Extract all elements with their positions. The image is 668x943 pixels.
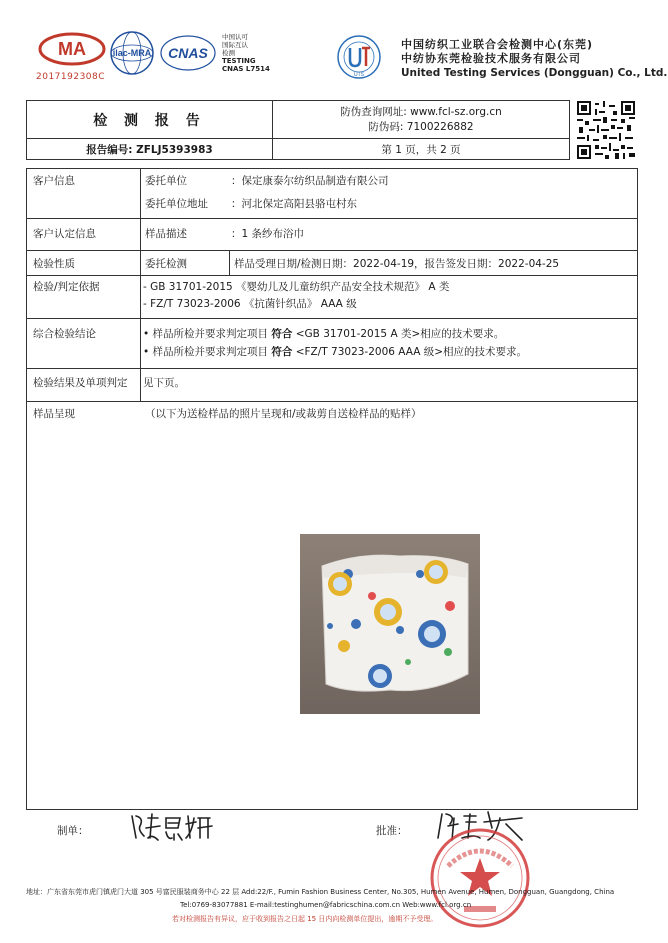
- row-divider: [27, 218, 637, 219]
- standard-line: - FZ/T 73023-2006 《抗菌针织品》 AAA 级: [143, 298, 357, 310]
- results-value: 见下页。: [143, 377, 185, 389]
- cma-text: MA: [58, 39, 86, 59]
- cma-code: 2017192308C: [36, 72, 106, 82]
- sample-photo: [300, 534, 480, 714]
- client-info-label: 客户信息: [33, 175, 75, 187]
- uts-logo: [336, 34, 382, 80]
- row-divider: [27, 401, 637, 402]
- cert-line: TESTING: [222, 57, 256, 65]
- maker-label: 制单：: [57, 825, 89, 837]
- footer-address: 地址：广东省东莞市虎门镇虎门大道 305 号富民服装商务中心 22 层 Add:22/F., Fumin Fashion Business Center, No.305, Humen Avenue, Humen, Dongguan, Guangdong, China: [26, 888, 615, 896]
- conclusion-verdict: 符合: [271, 328, 293, 340]
- org-name-english: United Testing Services (Dongguan) Co., Ltd.: [401, 67, 668, 79]
- cnas-cert-text: [222, 33, 270, 73]
- test-nature-value: 委托检测: [145, 258, 187, 270]
- report-header-table: [26, 100, 570, 160]
- anti-counterfeit-code: 防伪码: 7100226882: [368, 121, 474, 133]
- standard-line: - GB 31701-2015 《婴幼儿及儿童纺织产品安全技术规范》 A 类: [143, 281, 450, 293]
- test-dates: 样品受理日期/检测日期：2022-04-19，报告签发日期：2022-04-25: [234, 258, 560, 270]
- organization-name: [401, 38, 667, 80]
- report-main-table: [26, 168, 638, 810]
- org-name-line2: 中纺协东莞检验技术服务有限公司: [401, 52, 581, 65]
- page-info: 第 1 页，共 2 页: [381, 143, 461, 156]
- conclusion-line: • 样品所检并要求判定项目 符合 <GB 31701-2015 A 类>相应的技术要求。: [143, 328, 505, 340]
- cnas-text: CNAS: [168, 45, 208, 61]
- row-divider: [27, 318, 637, 319]
- client-address-value: ：河北保定高阳县骆屯村东: [231, 198, 357, 210]
- client-name-key: 委托单位: [145, 175, 187, 187]
- cert-line: 国际互认: [222, 41, 248, 49]
- approver-label: 批准：: [376, 825, 408, 837]
- maker-signature: [128, 808, 214, 850]
- row-divider: [27, 368, 637, 369]
- conclusion-line: • 样品所检并要求判定项目 符合 <FZ/T 73023-2006 AAA 级>相应的技术要求。: [143, 346, 528, 358]
- conclusion-label: 综合检验结论: [33, 328, 96, 340]
- ilac-mra-logo: [106, 30, 158, 76]
- label-column-divider: [140, 169, 141, 402]
- cert-line: 检测: [222, 49, 235, 57]
- qr-code-icon: [577, 101, 635, 159]
- cert-line: 中国认可: [222, 33, 248, 41]
- footer-notice: 若对检测报告有异议，应于收到报告之日起 15 日内向检测单位提出，逾期不予受理。: [172, 915, 438, 923]
- results-label: 检验结果及单项判定: [33, 377, 128, 389]
- ilac-text: ilac-MRA: [112, 48, 152, 58]
- row-divider: [27, 275, 637, 276]
- official-seal-stamp: [428, 826, 532, 930]
- uts-text: UTS: [354, 72, 364, 78]
- test-basis-label: 检验/判定依据: [33, 281, 100, 293]
- anti-counterfeit-url: 防伪查询网址: www.fcl-sz.org.cn: [340, 106, 502, 118]
- cma-logo: [38, 32, 106, 66]
- anti-counterfeit-box: [273, 101, 569, 139]
- row-divider: [27, 250, 637, 251]
- client-identified-label: 客户认定信息: [33, 228, 96, 240]
- report-number: 报告编号: ZFLJ5393983: [27, 139, 273, 159]
- footer-contact: Tel:0769-83077881 E-mail:testinghumen@fabricschina.com.cn Web:www.fcl.org.cn: [180, 901, 472, 909]
- sample-description-value: ：1 条纱布浴巾: [231, 228, 305, 240]
- client-address-key: 委托单位地址: [145, 198, 208, 210]
- client-name-value: ：保定康泰尔纺织品制造有限公司: [231, 175, 389, 187]
- sample-presentation-label: 样品呈现: [33, 408, 75, 420]
- cnas-logo: [160, 34, 216, 72]
- cert-line: CNAS L7514: [222, 65, 270, 73]
- sample-presentation-note: （以下为送检样品的照片呈现和/或裁剪自送检样品的贴样）: [145, 408, 422, 420]
- cell-divider: [229, 251, 230, 275]
- org-name-line1: 中国纺织工业联合会检测中心(东莞): [401, 38, 594, 51]
- conclusion-verdict: 符合: [271, 346, 293, 358]
- report-title: 检 测 报 告: [27, 101, 273, 139]
- test-nature-label: 检验性质: [33, 258, 75, 270]
- sample-description-key: 样品描述: [145, 228, 187, 240]
